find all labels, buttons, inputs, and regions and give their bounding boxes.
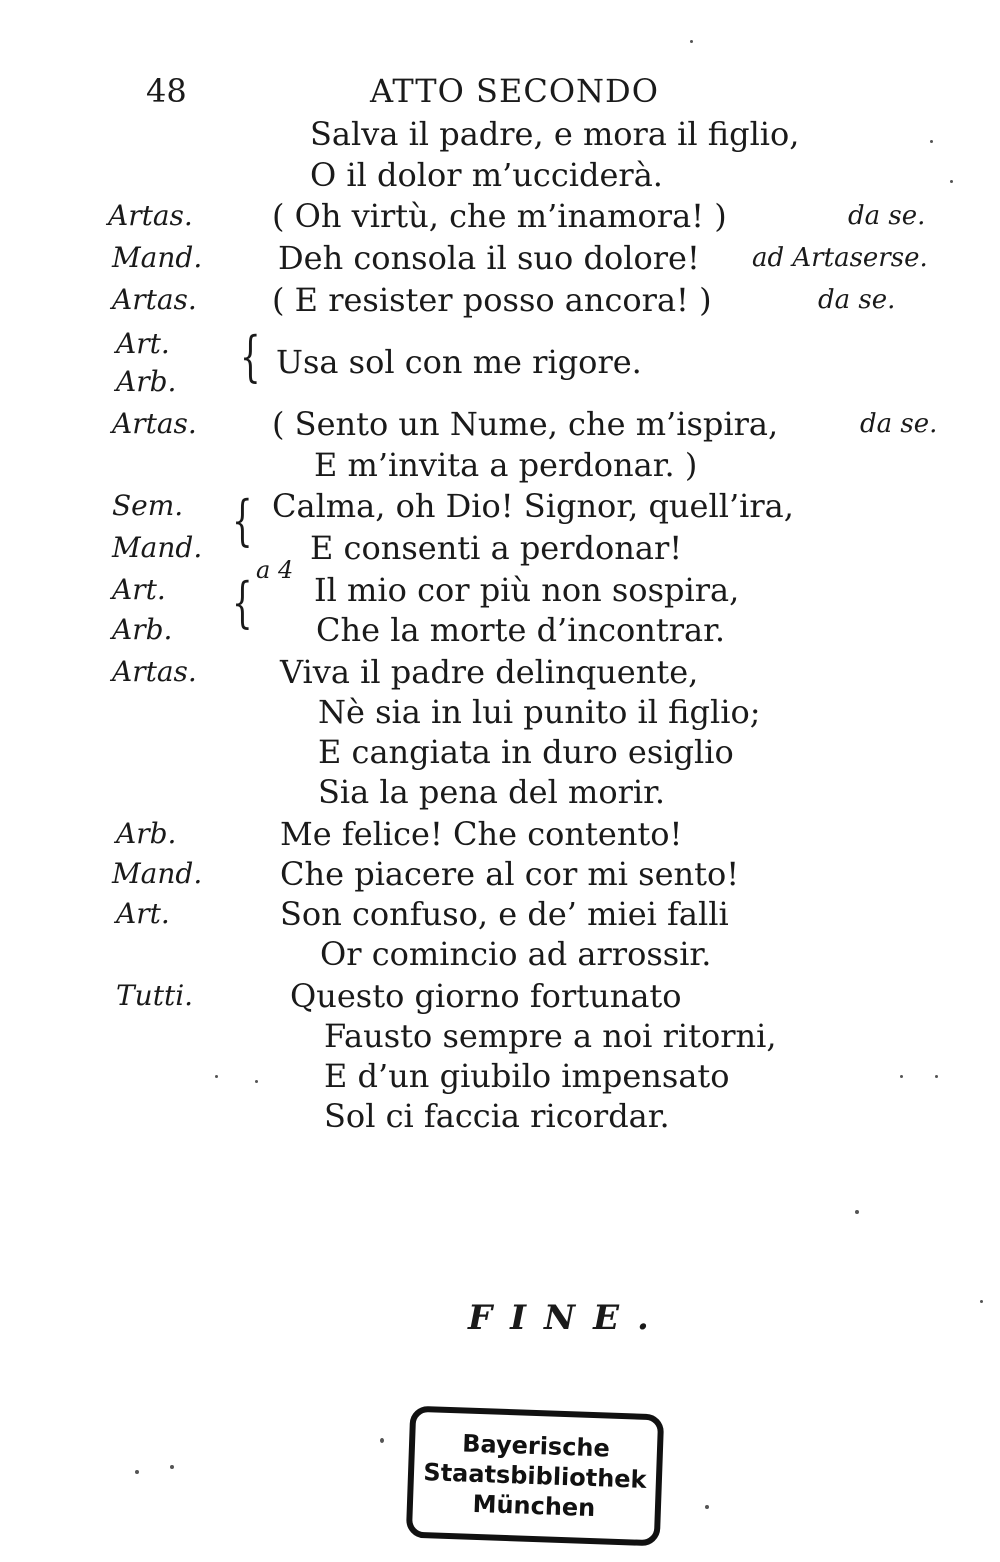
stage-direction: da se.: [848, 201, 926, 231]
verse-line: Nè sia in lui punito il figlio;: [318, 693, 761, 731]
speaker-label: Art.: [116, 327, 170, 360]
stage-direction: da se.: [860, 409, 938, 439]
verse-line: Calma, oh Dio! Signor, quell’ira,: [272, 487, 794, 525]
ink-speck: [255, 1080, 258, 1083]
verse-line: Viva il padre delinquente,: [280, 653, 699, 691]
speaker-label: Mand.: [112, 857, 203, 890]
speaker-label: Arb.: [112, 613, 173, 646]
verse-line: Me felice! Che contento!: [280, 815, 683, 853]
brace: {: [232, 571, 253, 634]
verse-line: ( E resister posso ancora! ): [272, 281, 712, 319]
speaker-label: Art.: [112, 573, 166, 606]
ink-speck: [930, 140, 933, 143]
speaker-label: Arb.: [116, 817, 177, 850]
verse-line: E cangiata in duro esiglio: [318, 733, 734, 771]
verse-line: Il mio cor più non sospira,: [314, 571, 740, 609]
verse-line: Sia la pena del morir.: [318, 773, 666, 811]
verse-line: Deh consola il suo dolore!: [278, 239, 700, 277]
speaker-label: Sem.: [112, 489, 184, 522]
brace: {: [240, 325, 261, 388]
speaker-label: Mand.: [112, 531, 203, 564]
ink-speck: [170, 1465, 174, 1469]
library-stamp: Bayerische Staatsbibliothek München: [406, 1406, 664, 1547]
speaker-label: Art.: [116, 897, 170, 930]
ink-speck: [935, 1075, 938, 1078]
speaker-label: Mand.: [112, 241, 203, 274]
speaker-label: Artas.: [112, 283, 197, 316]
verse-line: O il dolor m’ucciderà.: [310, 156, 663, 194]
speaker-label: Arb.: [116, 365, 177, 398]
speaker-label: Tutti.: [116, 979, 194, 1012]
ink-speck: [690, 40, 693, 43]
verse-line: Usa sol con me rigore.: [276, 343, 642, 381]
ink-speck: [135, 1470, 139, 1474]
speaker-label: Artas.: [112, 407, 197, 440]
ink-speck: [980, 1300, 983, 1303]
ensemble-marker: a 4: [256, 556, 294, 584]
verse-line: Che la morte d’incontrar.: [316, 611, 726, 649]
speaker-label: Artas.: [108, 199, 193, 232]
verse-line: Or comincio ad arrossir.: [320, 935, 712, 973]
ink-speck: [380, 1438, 384, 1443]
brace: {: [232, 489, 253, 552]
ink-speck: [950, 180, 953, 183]
verse-line: E consenti a perdonar!: [310, 529, 683, 567]
ink-speck: [215, 1075, 218, 1078]
speaker-label: Artas.: [112, 655, 197, 688]
verse-line: Questo giorno fortunato: [290, 977, 682, 1015]
stage-direction: da se.: [818, 285, 896, 315]
verse-line: Son confuso, e de’ miei falli: [280, 895, 729, 933]
verse-line: E d’un giubilo impensato: [324, 1057, 730, 1095]
verse-line: Salva il padre, e mora il figlio,: [310, 115, 800, 153]
verse-line: ( Oh virtù, che m’inamora! ): [272, 197, 727, 235]
page-number: 48: [146, 72, 187, 110]
ink-speck: [705, 1505, 709, 1509]
verse-line: E m’invita a perdonar. ): [314, 446, 698, 484]
stage-direction: ad Artaserse.: [752, 243, 928, 273]
fine-heading: FINE.: [468, 1298, 667, 1338]
running-head: ATTO SECONDO: [370, 72, 659, 110]
verse-line: Che piacere al cor mi sento!: [280, 855, 740, 893]
verse-line: ( Sento un Nume, che m’ispira,: [272, 405, 779, 443]
verse-line: Sol ci faccia ricordar.: [324, 1097, 670, 1135]
ink-speck: [900, 1075, 903, 1078]
verse-line: Fausto sempre a noi ritorni,: [324, 1017, 777, 1055]
ink-speck: [855, 1210, 859, 1214]
